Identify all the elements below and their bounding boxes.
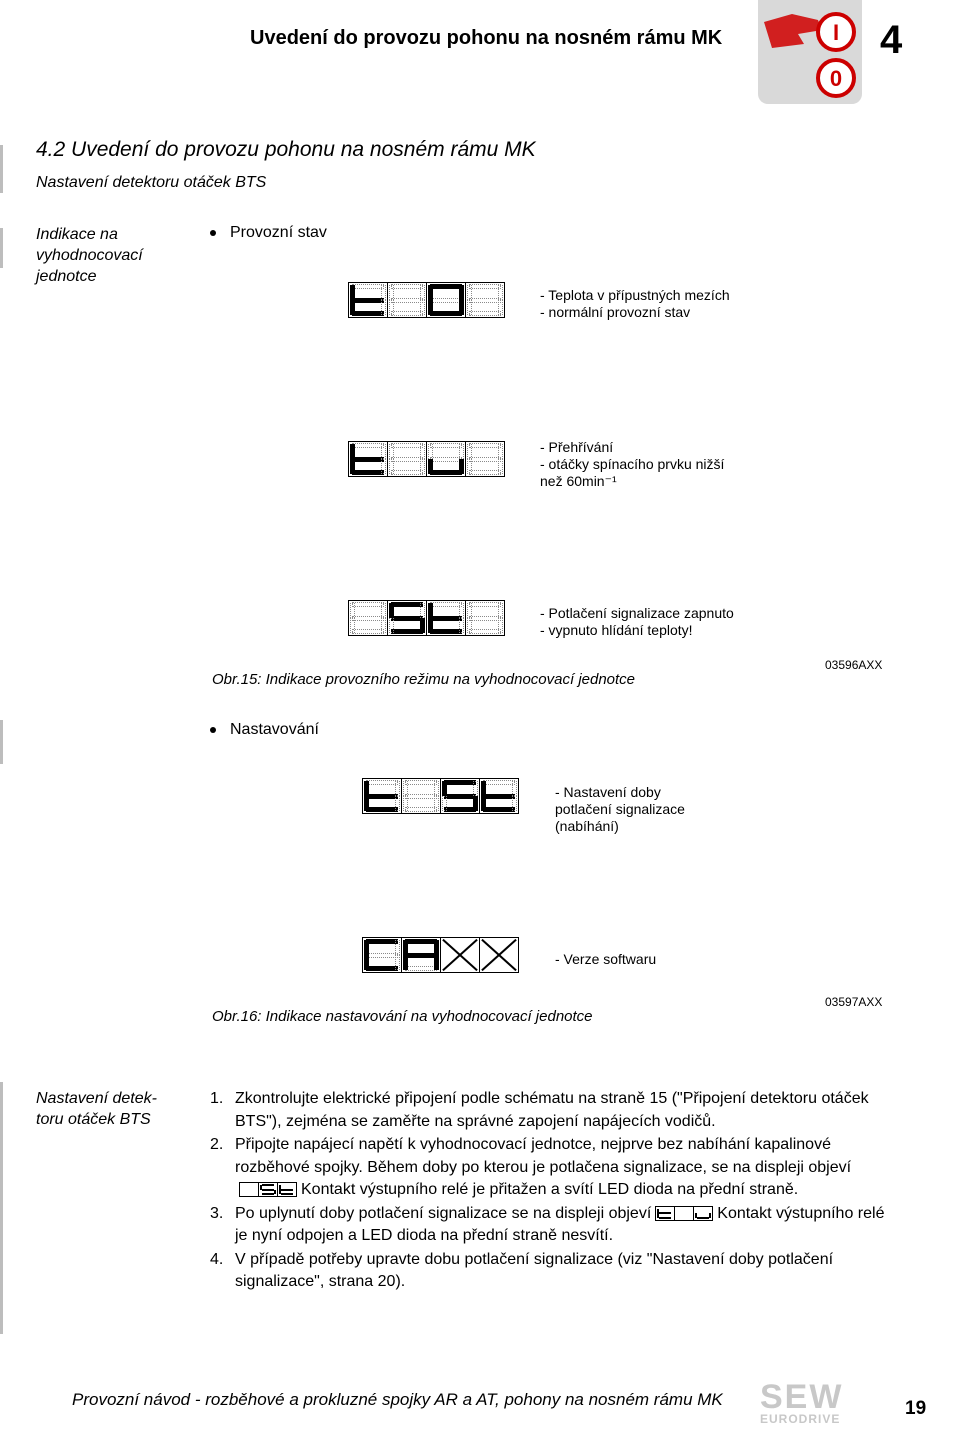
sew-eurodrive-logo: SEW EURODRIVE [760, 1378, 844, 1426]
display-3 [348, 600, 505, 636]
digit [363, 779, 401, 813]
digit [466, 601, 504, 635]
display-3-desc: - Potlačení signalizace zapnuto - vypnuto hlídání teploty! [540, 605, 734, 638]
digit [349, 601, 387, 635]
display-4-desc: - Nastavení doby potlačení signalizace (nabíhání) [555, 784, 685, 834]
display-1-desc: - Teplota v přípustných mezích - normální provozní stav [540, 287, 730, 320]
display-5-desc: - Verze softwaru [555, 951, 657, 967]
step-3: 3. Po uplynutí doby potlačení signalizace se na displeji objeví Kontakt výstupního relé je nyní odpojen a LED dioda na přední straně nesvítí. [210, 1204, 885, 1244]
bullet-operating: Provozní stav [210, 224, 327, 242]
digit [427, 442, 465, 476]
digit [480, 938, 518, 972]
step-2: 2. Připojte napájecí napětí k vyhodnocovací jednotce, nejprve bez nabíhání kapalinové rozběhové spojky. Během doby po kterou je potlačena signalizace, se na displeji objeví Kontakt výstupního relé je přitažen a svítí LED dioda na přední straně. [210, 1136, 852, 1198]
display-2-desc: - Přehřívání - otáčky spínacího prvku nižší než 60min⁻¹ [540, 439, 725, 489]
digit [675, 1207, 693, 1220]
step-4: 4. V případě potřeby upravte dobu potlačení signalizace (viz "Nastavení doby potlačení signalizace", strana 20). [210, 1250, 834, 1290]
digit [349, 442, 387, 476]
digit [349, 283, 387, 317]
change-bar [0, 1082, 3, 1334]
figure-16-caption: Obr.16: Indikace nastavování na vyhodnocovací jednotce [212, 1008, 593, 1025]
chapter-number: 4 [880, 18, 903, 62]
footer-text: Provozní návod - rozběhové a prokluzné spojky AR a AT, pohony na nosném rámu MK [72, 1390, 723, 1409]
inline-display-st [239, 1182, 297, 1197]
digit [441, 938, 479, 972]
digit [388, 601, 426, 635]
setup-steps [210, 1088, 890, 1295]
section-subtitle: Nastavení detektoru otáček BTS [36, 174, 267, 191]
header-icon-box [758, 0, 862, 104]
change-bar [0, 145, 3, 193]
digit [427, 601, 465, 635]
digit [480, 779, 518, 813]
change-bar [0, 228, 3, 268]
change-bar [0, 720, 3, 764]
digit [402, 938, 440, 972]
digit [466, 283, 504, 317]
digit [427, 283, 465, 317]
section-title: 4.2 Uvedení do provozu pohonu na nosném rámu MK [36, 138, 536, 161]
digit [240, 1183, 258, 1196]
side-label-indication: Indikace na vyhodnocovací jednotce [36, 226, 143, 285]
digit [466, 442, 504, 476]
display-4 [362, 778, 519, 814]
digit [656, 1207, 674, 1220]
header-title: Uvedení do provozu pohonu na nosném rámu MK [250, 27, 723, 49]
digit [259, 1183, 277, 1196]
digit [441, 779, 479, 813]
figure-16-code: 03597AXX [825, 995, 883, 1009]
step-1: 1. Zkontrolujte elektrické připojení podle schématu na straně 15 ("Připojení detektoru otáček BTS"), zejména se zaměřte na správné zapojení napájecích vodičů. [210, 1090, 869, 1130]
display-5 [362, 937, 519, 973]
page-number: 19 [905, 1398, 927, 1419]
side-label-setup: Nastavení detek- toru otáček BTS [36, 1090, 157, 1128]
display-2 [348, 441, 505, 477]
icon-on-label: I [832, 20, 840, 45]
digit [694, 1207, 712, 1220]
inline-display-tu [655, 1206, 713, 1221]
digit [278, 1183, 296, 1196]
display-1 [348, 282, 505, 318]
digit [388, 283, 426, 317]
icon-off-label: 0 [829, 66, 843, 91]
digit [388, 442, 426, 476]
figure-15-caption: Obr.15: Indikace provozního režimu na vyhodnocovací jednotce [212, 671, 636, 688]
digit [363, 938, 401, 972]
digit [402, 779, 440, 813]
hand-switch-icon [758, 0, 862, 104]
figure-15-code: 03596AXX [825, 658, 883, 672]
bullet-setting: Nastavování [210, 721, 319, 739]
